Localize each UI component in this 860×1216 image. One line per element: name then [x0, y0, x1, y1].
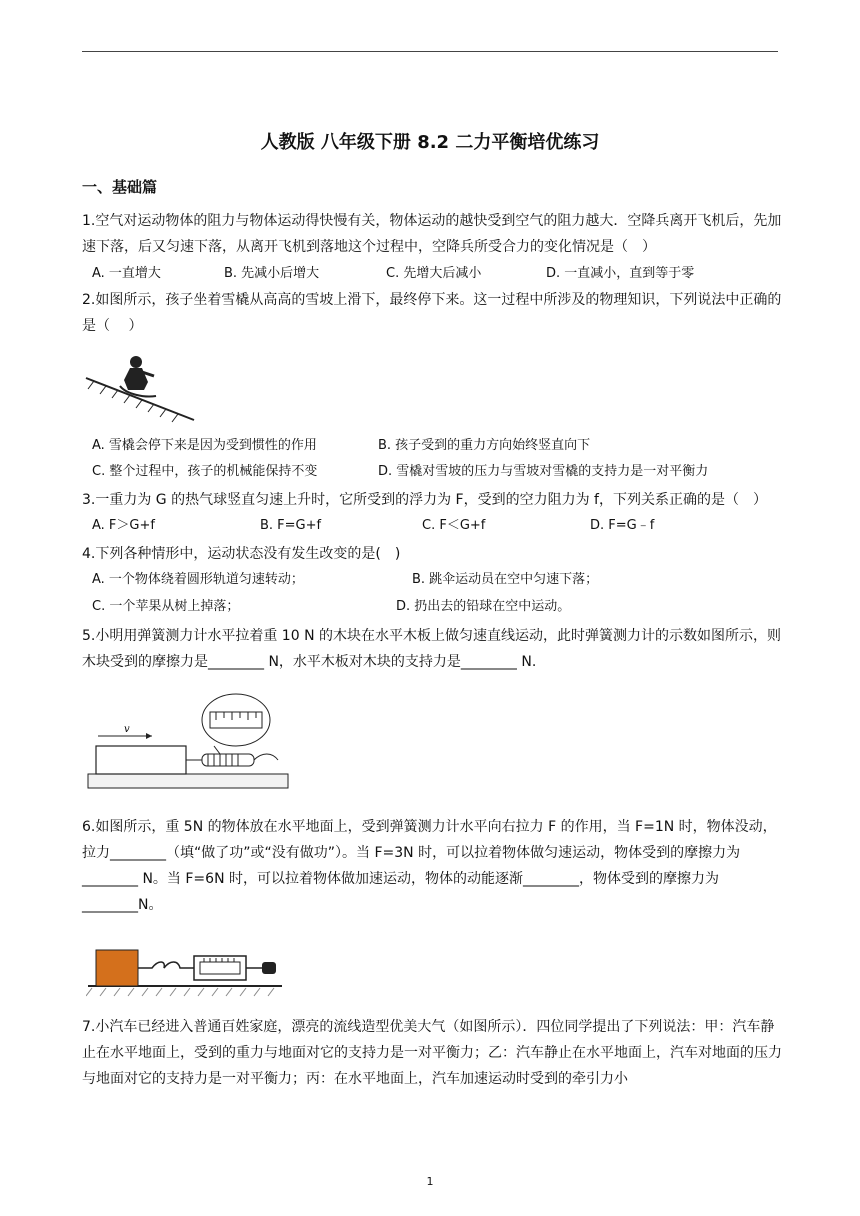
sled-slope-figure [84, 348, 198, 424]
q2-option-c: C. 整个过程中，孩子的机械能保持不变 [92, 464, 318, 479]
question-4-stem: 4.下列各种情形中，运动状态没有发生改变的是( ) [82, 546, 401, 562]
q1-option-a: A. 一直增大 [92, 266, 161, 281]
q1-option-d: D. 一直减小，直到等于零 [546, 266, 695, 281]
page-number: 1 [426, 1175, 434, 1188]
q3-option-c: C. F＜G+f [422, 518, 486, 533]
q4-option-d: D. 扔出去的铅球在空中运动。 [396, 599, 571, 614]
question-1-stem: 1.空气对运动物体的阻力与物体运动得快慢有关，物体运动的越快受到空气的阻力越大．空降兵离开飞机后，先加速下落，后又匀速下落，从离开飞机到落地这个过程中，空降兵所受合力的变化情况是（ ） [82, 213, 782, 255]
header-rule [82, 51, 778, 52]
q2-option-b: B. 孩子受到的重力方向始终竖直向下 [378, 438, 591, 453]
question-2-stem: 2.如图所示，孩子坐着雪橇从高高的雪坡上滑下，最终停下来。这一过程中所涉及的物理知识，下列说法中正确的是（ ） [82, 292, 782, 334]
spring-scale-box-figure [86, 932, 286, 1000]
question-3-stem: 3.一重力为 G 的热气球竖直匀速上升时，它所受到的浮力为 F，受到的空力阻力为 f，下列关系正确的是（ ） [82, 492, 767, 508]
q3-option-b: B. F=G+f [260, 518, 322, 533]
section-heading: 一、基础篇 [82, 178, 158, 196]
q3-option-a: A. F＞G+f [92, 518, 155, 533]
question-5-stem: 5.小明用弹簧测力计水平拉着重 10 N 的木块在水平木板上做匀速直线运动，此时弹簧测力计的示数如图所示，则木块受到的摩擦力是________ N，水平木板对木块的支持力是________ N. [82, 628, 781, 670]
document-title: 人教版 八年级下册 8.2 二力平衡培优练习 [260, 132, 600, 153]
q3-option-d: D. F=G﹣f [590, 518, 655, 533]
question-7-stem: 7.小汽车已经进入普通百姓家庭，漂亮的流线造型优美大气（如图所示）．四位同学提出了下列说法：甲：汽车静止在水平地面上，受到的重力与地面对它的支持力是一对平衡力；乙：汽车静止在水平地面上，汽车对地面的压力与地面对它的支持力是一对平衡力；丙：在水平地面上，汽车加速运动时受到的牵引力小 [82, 1019, 782, 1087]
velocity-label: v [124, 724, 130, 735]
spring-scale-block-figure [86, 690, 292, 794]
q4-option-b: B. 跳伞运动员在空中匀速下落； [412, 572, 599, 587]
q1-option-b: B. 先减小后增大 [224, 266, 320, 281]
q4-option-c: C. 一个苹果从树上掉落； [92, 599, 240, 614]
q2-option-a: A. 雪橇会停下来是因为受到惯性的作用 [92, 438, 317, 453]
q2-option-d: D. 雪橇对雪坡的压力与雪坡对雪橇的支持力是一对平衡力 [378, 464, 709, 479]
q4-option-a: A. 一个物体绕着圆形轨道匀速转动； [92, 572, 304, 587]
question-6-stem: 6.如图所示，重 5N 的物体放在水平地面上，受到弹簧测力计水平向右拉力 F 的作用，当 F=1N 时，物体没动，拉力________（填“做了功”或“没有做功”）。当 F=3N 时，可以拉着物体做匀速运动，物体受到的摩擦力为________ N。当 F=6N 时，可以拉着物体做加速运动，物体的动能逐渐________，物体受到的摩擦力为________N。 [82, 819, 777, 913]
q1-option-c: C. 先增大后减小 [386, 266, 482, 281]
